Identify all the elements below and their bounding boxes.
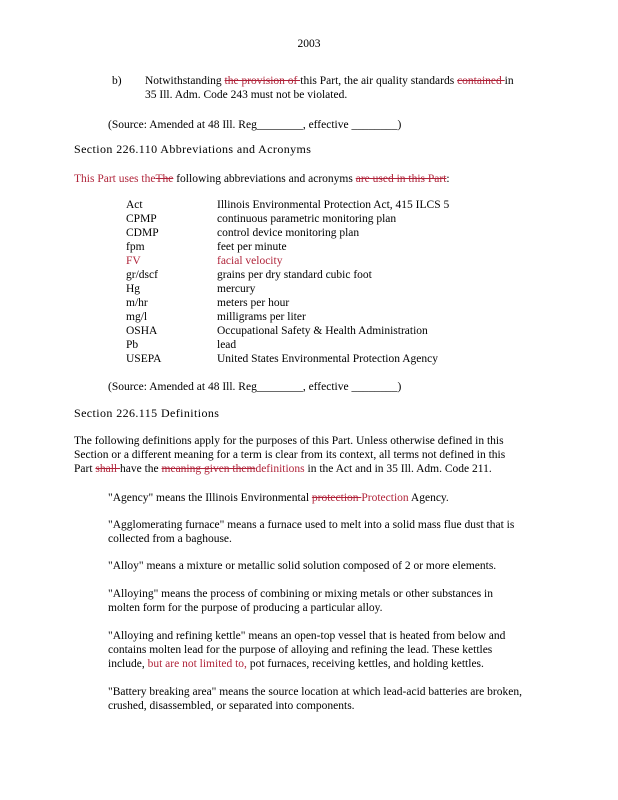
definitions-intro-line-2: Section or a different meaning for a term is clear from its context, all terms not defined in this (74, 449, 506, 461)
item-b-line1 (145, 74, 514, 88)
abbrev-term: m/hr (126, 297, 148, 309)
abbrev-term: Pb (126, 339, 139, 351)
abbrev-term: CPMP (126, 213, 157, 225)
item-b-text-2: this Part, the air quality standards (300, 75, 458, 87)
abbrev-expansion: facial velocity (217, 255, 283, 267)
abbrev-intro-colon: : (446, 173, 450, 185)
abbrev-row (126, 268, 486, 282)
agency-text-1: "Agency" means the Illinois Environmental (108, 492, 312, 504)
section-110-heading: Section 226.110 Abbreviations and Acronyms (74, 142, 312, 156)
definitions-intro-line-1: The following definitions apply for the purposes of this Part. Unless otherwise defined in this (74, 435, 504, 447)
agency-deleted: protection (311, 492, 362, 504)
abbrev-term: USEPA (126, 353, 162, 365)
abbrev-row (126, 198, 486, 212)
section-115-heading: Section 226.115 Definitions (74, 406, 220, 420)
abbrev-expansion: Occupational Safety & Health Administration (217, 325, 428, 337)
abbrev-expansion: meters per hour (217, 297, 290, 309)
definition-battery-breaking-area (108, 685, 548, 713)
alloying-line-1: "Alloying" means the process of combining or mixing metals or other substances in (108, 588, 493, 600)
intro-text-rest: in the Act and in 35 Ill. Adm. Code 211. (304, 463, 492, 475)
source-note-2: (Source: Amended at 48 Ill. Reg________, effective ________) (108, 381, 402, 393)
definition-alloying-refining-kettle (108, 629, 548, 671)
intro-text-part: Part (74, 463, 96, 475)
kettle-line-3 (108, 657, 548, 671)
abbrev-intro-deleted-1: The (155, 173, 174, 185)
abbrev-intro-text: following abbreviations and acronyms (173, 173, 356, 185)
abbrev-row (126, 296, 486, 310)
abbrev-expansion: grains per dry standard cubic foot (217, 269, 372, 281)
abbrev-row (126, 240, 486, 254)
agglomerating-line-1: "Agglomerating furnace" means a furnace used to melt into a solid mass flue dust that is (108, 519, 515, 531)
abbrev-row (126, 282, 486, 296)
agglomerating-line-2: collected from a baghouse. (108, 533, 232, 545)
abbrev-row (126, 212, 486, 226)
intro-deleted-meaning: meaning given them (161, 463, 256, 475)
definition-agency (108, 491, 548, 505)
item-b-label: b) (112, 75, 122, 87)
abbrev-row (126, 226, 486, 240)
abbrev-term: OSHA (126, 325, 158, 337)
abbrev-expansion: feet per minute (217, 241, 287, 253)
abbrev-row (126, 324, 486, 338)
definition-alloying (108, 587, 548, 615)
source-note-1: (Source: Amended at 48 Ill. Reg________, effective ________) (108, 119, 402, 131)
abbrev-intro-deleted-2: are used in this Part (355, 173, 447, 185)
item-b-deleted-2: contained (457, 75, 505, 87)
kettle-text-rest: pot furnaces, receiving kettles, and holding kettles. (246, 658, 484, 670)
abbrev-term: gr/dscf (126, 269, 158, 281)
abbrev-term: Act (126, 199, 143, 211)
abbrev-expansion: control device monitoring plan (217, 227, 360, 239)
item-b-deleted-1: the provision of (224, 75, 301, 87)
page-number: 2003 (297, 38, 321, 50)
abbrev-term: mg/l (126, 311, 148, 323)
definition-alloy: "Alloy" means a mixture or metallic solid solution composed of 2 or more elements. (108, 560, 497, 572)
abbrev-row (126, 310, 486, 324)
abbrev-term: FV (126, 255, 141, 267)
item-b-text-3: in (504, 75, 514, 87)
abbrev-term: Hg (126, 283, 141, 295)
kettle-line-1: "Alloying and refining kettle" means an open-top vessel that is heated from below and (108, 630, 506, 642)
definitions-intro (74, 434, 544, 476)
abbrev-expansion: lead (217, 339, 237, 351)
intro-inserted-definitions: definitions (255, 463, 305, 475)
agency-text-2: Agency. (408, 492, 449, 504)
abbrev-row (126, 352, 486, 366)
battery-line-1: "Battery breaking area" means the source location at which lead-acid batteries are broken, (108, 686, 522, 698)
abbrev-expansion: United States Environmental Protection Agency (217, 353, 439, 365)
item-b-text-1: Notwithstanding (145, 75, 225, 87)
intro-text-have: have the (120, 463, 162, 475)
battery-line-2: crushed, disassembled, or separated into components. (108, 700, 355, 712)
alloying-line-2: molten form for the purpose of producing a particular alloy. (108, 602, 383, 614)
abbrev-intro-inserted: This Part uses the (74, 173, 156, 185)
abbrev-term: CDMP (126, 227, 159, 239)
intro-deleted-shall: shall (95, 463, 121, 475)
abbrev-expansion: milligrams per liter (217, 311, 306, 323)
kettle-inserted: but are not limited to, (147, 658, 247, 670)
definition-agglomerating-furnace (108, 518, 548, 546)
abbrev-row (126, 338, 486, 352)
agency-inserted: Protection (361, 492, 409, 504)
abbrev-intro (74, 172, 450, 186)
item-b-line2: 35 Ill. Adm. Code 243 must not be violated. (145, 89, 348, 101)
kettle-line-2: contains molten lead for the purpose of alloying and refining the lead. These kettles (108, 644, 493, 656)
abbrev-expansion: continuous parametric monitoring plan (217, 213, 397, 225)
abbrev-row-inserted (126, 254, 486, 268)
definitions-intro-line-3 (74, 462, 544, 476)
abbrev-expansion: mercury (217, 283, 256, 295)
abbrev-term: fpm (126, 241, 145, 253)
abbrev-expansion: Illinois Environmental Protection Act, 415 ILCS 5 (217, 199, 450, 211)
kettle-text-include: include, (108, 658, 148, 670)
